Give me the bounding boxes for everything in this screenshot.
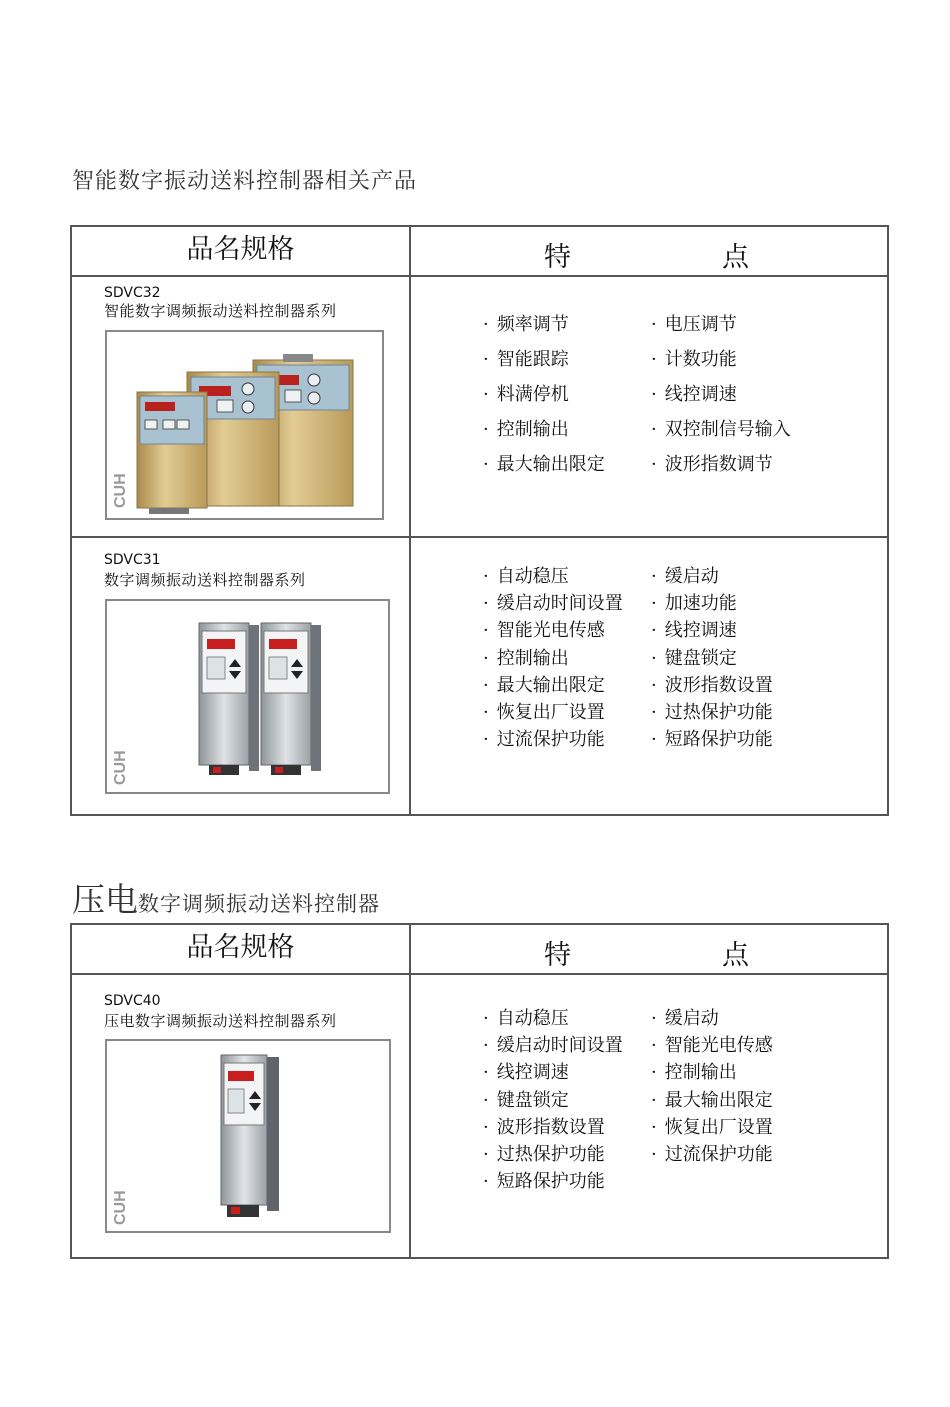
features-cell-sdvc32 bbox=[410, 276, 888, 537]
controller-piezo-unit-image bbox=[107, 1041, 389, 1231]
product-table-2 bbox=[70, 923, 889, 1259]
features-cell-sdvc40 bbox=[410, 974, 888, 1258]
feature-item: · 控制输出 bbox=[483, 417, 651, 442]
feature-item: · 过流保护功能 bbox=[651, 1141, 851, 1168]
header-feat-char-2: 点 bbox=[722, 940, 749, 971]
table-row bbox=[71, 974, 888, 1258]
feature-item: · 智能光电传感 bbox=[651, 1032, 851, 1059]
feature-item: · 线控调速 bbox=[651, 382, 851, 407]
section-title-related-products: 智能数字振动送料控制器相关产品 bbox=[72, 169, 418, 194]
feature-item: · 自动稳压 bbox=[483, 563, 651, 590]
controller-steel-units-image bbox=[107, 601, 388, 792]
product-cell-sdvc32 bbox=[71, 276, 410, 537]
features-cell-sdvc31 bbox=[410, 537, 888, 815]
feature-item: · 缓启动 bbox=[651, 1005, 851, 1032]
feature-item: · 线控调速 bbox=[651, 617, 851, 644]
product-photo-sdvc32 bbox=[105, 330, 384, 520]
feature-item: · 自动稳压 bbox=[483, 1005, 651, 1032]
header-features bbox=[410, 924, 888, 974]
product-cell-sdvc40 bbox=[71, 974, 410, 1258]
feature-item: · 键盘锁定 bbox=[651, 645, 851, 672]
feature-item: · 键盘锁定 bbox=[483, 1087, 651, 1114]
product-photo-sdvc40 bbox=[105, 1039, 391, 1233]
feature-item: · 短路保护功能 bbox=[651, 726, 851, 753]
product-model: SDVC40 bbox=[104, 993, 161, 1009]
section-title-piezo bbox=[72, 874, 380, 921]
product-name: 压电数字调频振动送料控制器系列 bbox=[104, 1012, 337, 1030]
feature-item: · 料满停机 bbox=[483, 382, 651, 407]
product-name: 数字调频振动送料控制器系列 bbox=[104, 571, 306, 589]
header-feat-char-1: 特 bbox=[544, 242, 571, 273]
feature-item: · 过流保护功能 bbox=[483, 726, 651, 753]
feature-item: · 频率调节 bbox=[483, 312, 651, 337]
product-model: SDVC31 bbox=[104, 552, 161, 568]
product-photo-sdvc31 bbox=[105, 599, 390, 794]
feature-item: · 控制输出 bbox=[483, 645, 651, 672]
feature-item: · 最大输出限定 bbox=[651, 1087, 851, 1114]
brand-logo: CUH bbox=[112, 750, 129, 785]
product-table-1 bbox=[70, 225, 889, 816]
feature-item: · 智能光电传感 bbox=[483, 617, 651, 644]
product-name: 智能数字调频振动送料控制器系列 bbox=[104, 302, 337, 320]
feature-item: · 过热保护功能 bbox=[651, 699, 851, 726]
product-model: SDVC32 bbox=[104, 285, 161, 301]
feature-item: · 最大输出限定 bbox=[483, 452, 651, 477]
table-header-row bbox=[71, 924, 888, 974]
feature-item: · 波形指数设置 bbox=[651, 672, 851, 699]
feature-item: · 波形指数设置 bbox=[483, 1114, 651, 1141]
header-product-spec: 品名规格 bbox=[71, 226, 410, 276]
feature-list bbox=[483, 1005, 851, 1195]
header-feat-char-1: 特 bbox=[544, 940, 571, 971]
feature-item: · 控制输出 bbox=[651, 1059, 851, 1086]
section-title-rest: 数字调频振动送料控制器 bbox=[138, 892, 380, 916]
section-title-emphasis: 压电 bbox=[72, 880, 138, 919]
feature-item: · 恢复出厂设置 bbox=[483, 699, 651, 726]
feature-item: · 缓启动时间设置 bbox=[483, 1032, 651, 1059]
table-row bbox=[71, 537, 888, 815]
feature-item: · 过热保护功能 bbox=[483, 1141, 651, 1168]
feature-item: · 缓启动时间设置 bbox=[483, 590, 651, 617]
product-cell-sdvc31 bbox=[71, 537, 410, 815]
feature-item: · 短路保护功能 bbox=[483, 1168, 651, 1195]
table-header-row bbox=[71, 226, 888, 276]
feature-item: · 最大输出限定 bbox=[483, 672, 651, 699]
feature-item: · 计数功能 bbox=[651, 347, 851, 372]
header-product-spec: 品名规格 bbox=[71, 924, 410, 974]
feature-item: · 电压调节 bbox=[651, 312, 851, 337]
table-row bbox=[71, 276, 888, 537]
header-feat-char-2: 点 bbox=[722, 242, 749, 273]
feature-item: · 双控制信号输入 bbox=[651, 417, 851, 442]
feature-item: · 缓启动 bbox=[651, 563, 851, 590]
feature-list bbox=[483, 312, 851, 477]
feature-item: · 加速功能 bbox=[651, 590, 851, 617]
feature-item: · 波形指数调节 bbox=[651, 452, 851, 477]
brand-logo: CUH bbox=[112, 1190, 129, 1225]
brand-logo: CUH bbox=[112, 473, 129, 508]
feature-item: · 线控调速 bbox=[483, 1059, 651, 1086]
feature-list bbox=[483, 563, 851, 753]
feature-item: · 恢复出厂设置 bbox=[651, 1114, 851, 1141]
controller-gold-units-image bbox=[107, 332, 382, 518]
header-features bbox=[410, 226, 888, 276]
feature-item: · 智能跟踪 bbox=[483, 347, 651, 372]
